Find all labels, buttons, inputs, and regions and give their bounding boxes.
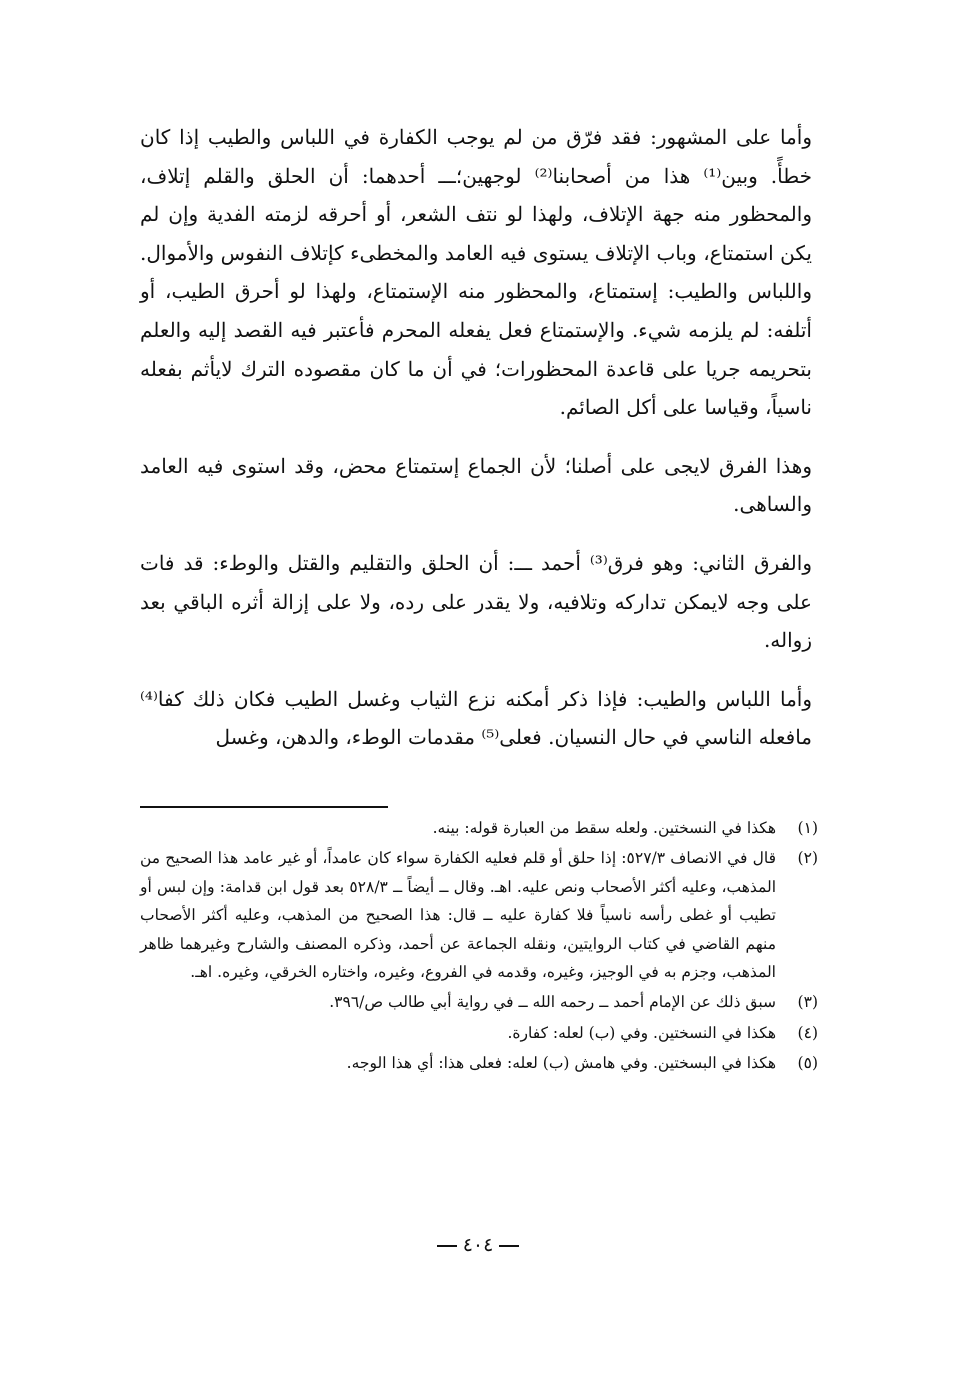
paragraph: وهذا الفرق لايجى على أصلنا؛ لأن الجماع إستمتاع محض، وقد استوى فيه العامد والساهى.	[140, 453, 812, 517]
footnote-number: (٤)	[797, 1023, 818, 1042]
footnote	[140, 844, 818, 986]
paragraph: والفرق الثاني: وهو فرق⁽³⁾ أحمد ـــ: أن الحلق والتقليم والقتل والوطء: قد فات على وجه لايمكن تداركه وتلافيه، ولا يقدر على رده، ولا على إزالة أثره الباقي بعد زواله.	[140, 550, 812, 653]
footnote-text: سبق ذلك عن الإمام أحمد ــ رحمه الله ــ في رواية أبي طالب ص/٣٩٦.	[329, 993, 776, 1012]
footnote	[140, 1049, 818, 1077]
footnote	[140, 1019, 818, 1047]
paragraph: وأما على المشهور: فقد فرّق من لم يوجب الكفارة في اللباس والطيب إذا كان خطأً. وبين⁽¹⁾ هذا من أصحابنا⁽²⁾ لوجهين؛ـــ أحدهما: أن الحلق والقلم إتلاف، والمحظور منه جهة الإتلاف، ولهذا لو نتف الشعر، أو أحرقه لزمته الفدية وإن لم يكن استمتاع، وباب الإتلاف يستوى فيه العامد والمخطىء كإتلاف النفوس والأموال. واللباس والطيب: إستمتاع، والمحظور منه الإستمتاع، ولهذا لو أحرق الطيب، أو أتلفه: لم يلزمه شيء. والإستمتاع فعل يفعله المحرم فأعتبر فيه القصد إليه والعلم بتحريمه جريا على قاعدة المحظورات؛ في أن ما كان مقصوده الترك لايأثم بفعله ناسياً، وقياسا على أكل الصائم.	[140, 125, 812, 420]
main-text	[140, 118, 812, 777]
paragraph: وأما اللباس والطيب: فإذا ذكر أمكنه نزع الثياب وغسل الطيب فكان ذلك كفا⁽⁴⁾مافعله الناسي في حال النسيان. فعلى⁽⁵⁾ مقدمات الوطء، والدهن، وغسل	[140, 686, 812, 750]
footnote-number: (٥)	[797, 1054, 818, 1073]
footnotes	[140, 800, 818, 1080]
footnote-number: (١)	[797, 819, 818, 837]
footnote-text: قال في الانصاف ٥٢٧/٣: إذا حلق أو قلم فعليه الكفارة سواء كان عامداً، أو غير عامد هذا الصحيح من المذهب، وعليه أكثر الأصحاب ونص عليه. اهـ. وقال ــ أيضاً ــ ٥٢٨/٣ بعد قول ابن قدامة: وإن لبس أو تطيب أو غطى رأسه ناسياً فلا كفارة عليه ــ قال: هذا الصحيح من المذهب، وعليه أكثر الأصحاب منهم القاضي في كتاب الروايتين، ونقله الجماعة عن أحمد، وذكره المصنف والشارح وغيرهما ظاهر المذهب، وجزم به في الوجيز، وغيره، وقدمه في الفروع، وغيره، واختاره الخرقي، وغيره. اهـ.	[140, 849, 776, 982]
footnote	[140, 988, 818, 1016]
page-number: ٤٠٤	[462, 1234, 494, 1256]
footnote-text: هكذا في النسختين. وفي (ب) لعله: كفارة.	[507, 1023, 776, 1042]
page-number-footer	[0, 1234, 956, 1256]
footnote	[140, 814, 818, 842]
dash-right	[437, 1245, 457, 1247]
footnote-number: (٢)	[797, 849, 818, 868]
dash-left	[499, 1245, 519, 1247]
footnote-text: هكذا في البسختين. وفي هامش (ب) لعله: فعلى هذا: أي هذا الوجه.	[346, 1054, 776, 1073]
footnote-text: هكذا في النسختين. ولعله سقط من العبارة قوله: بينه.	[432, 819, 776, 837]
footnote-number: (٣)	[797, 993, 818, 1012]
footnote-separator	[140, 806, 388, 808]
